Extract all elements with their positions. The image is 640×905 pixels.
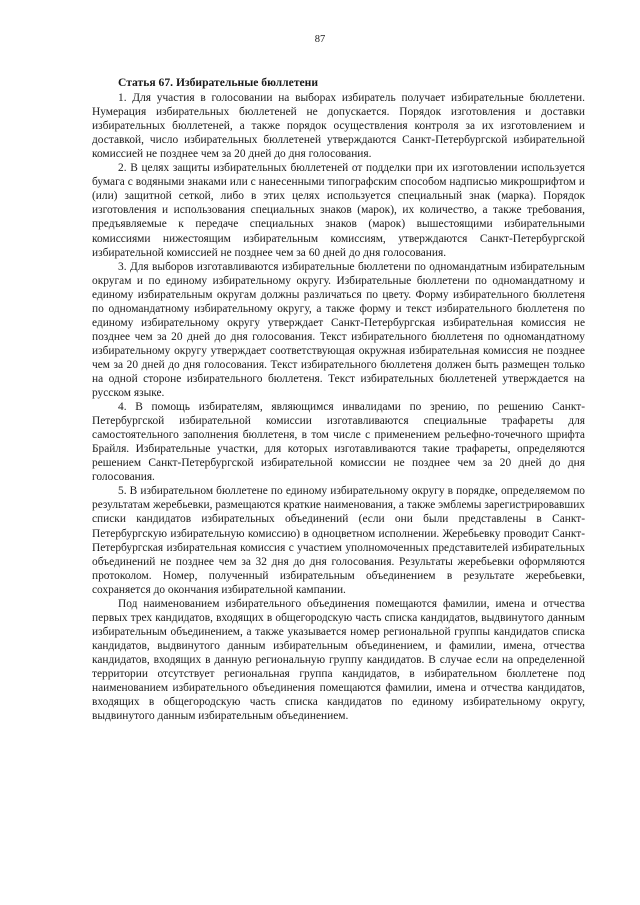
- paragraph-2: 2. В целях защиты избирательных бюллетеней от подделки при их изготовлении используется бумага с водяными знаками или с нанесенными типографским способом надписью микрошрифтом и (или) защитной сеткой, либо в этих целях используется специальный знак (марка). Порядок изготовления и использования специальных знаков (марок), их количество, а также требования, предъявляемые к передаче специальных знаков (марок) вышестоящими избирательными комиссиями нижестоящим избирательным комиссиям, утверждаются Санкт-Петербургской избирательной комиссией не позднее чем за 60 дней до дня голосования.: [92, 162, 585, 259]
- paragraph-4: 4. В помощь избирателям, являющимся инвалидами по зрению, по решению Санкт-Петербургской избирательной комиссии изготавливаются специальные трафареты для самостоятельного заполнения бюллетеня, в том числе с применением рельефно-точечного шрифта Брайля. Избирательные участки, для которых изготавливаются такие трафареты, определяются решением Санкт-Петербургской избирательной комиссии не позднее чем за 20 дней до дня голосования.: [92, 401, 585, 484]
- article-title: Статья 67. Избирательные бюллетени: [118, 76, 319, 89]
- paragraph-1: 1. Для участия в голосовании на выборах избиратель получает избирательные бюллетени. Нумерация избирательных бюллетеней не допускается. Порядок изготовления и доставки избирательных бюллетеней, а также порядок осуществления контроля за их изготовлением и доставкой, число избирательных бюллетеней утверждаются Санкт-Петербургской избирательной комиссией не позднее чем за 20 дней до дня голосования.: [92, 92, 585, 161]
- page-number: 87: [314, 34, 326, 45]
- article-content: [92, 76, 585, 723]
- paragraph-6: Под наименованием избирательного объединения помещаются фамилии, имена и отчества первых трех кандидатов, входящих в общегородскую часть списка кандидатов, выдвинутого данным избирательным объединением, а также указывается номер региональной группы кандидатов списка кандидатов, выдвинутого данным избирательным объединением, и фамилии, имена, отчества кандидатов, входящих в данную региональную группу кандидатов. В случае если на определенной территории отсутствует региональная группа кандидатов, в избирательном бюллетене под наименованием избирательного объединения помещаются фамилии, имена и отчества кандидатов, входящих в общегородскую часть списка кандидатов по единому избирательному округу, выдвинутого данным избирательным объединением.: [92, 597, 585, 723]
- paragraph-5: 5. В избирательном бюллетене по единому избирательному округу в порядке, определяемом по результатам жеребьевки, размещаются краткие наименования, а также эмблемы зарегистрировавших списки кандидатов избирательных объединений (если они были представлены в Санкт-Петербургскую избирательную комиссию) в одноцветном исполнении. Жеребьевку проводит Санкт-Петербургская избирательная комиссия с участием уполномоченных представителей избирательных объединений не позднее чем за 32 дня до дня голосования. Результаты жеребьевки оформляются протоколом. Номер, полученный избирательным объединением в результате жеребьевки, сохраняется до окончания избирательной кампании.: [92, 485, 585, 596]
- paragraph-3: 3. Для выборов изготавливаются избирательные бюллетени по одномандатным избирательным округам и по единому избирательному округу. Избирательные бюллетени по одномандатному и единому избирательным округам должны различаться по цвету. Форму избирательного бюллетеня по одномандатному избирательному округу, а также форму и текст избирательного бюллетеня по единому избирательному округу утверждает Санкт-Петербургская избирательная комиссия не позднее чем за 20 дней до дня голосования. Текст избирательного бюллетеня по одномандатному избирательному округу утверждает соответствующая окружная избирательная комиссия не позднее чем за 20 дней до дня голосования. Текст избирательного бюллетеня должен быть размещен только на одной стороне избирательного бюллетеня. Текст избирательных бюллетеней утверждается на русском языке.: [92, 260, 585, 400]
